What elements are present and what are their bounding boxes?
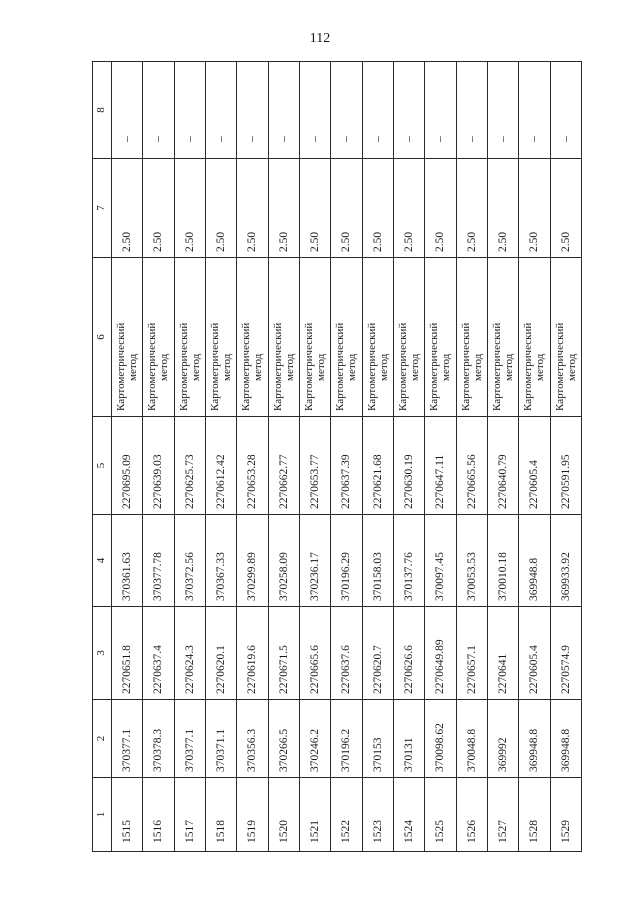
cell-method <box>519 258 550 417</box>
cell-col-2: 370377.1 <box>174 700 205 778</box>
cell-col-4: 370258.09 <box>268 515 299 607</box>
cell-col-5: 2270591.95 <box>550 417 581 515</box>
cell-col-5: 2270653.28 <box>237 417 268 515</box>
method-line-2: метод <box>283 353 296 381</box>
cell-col-5: 2270625.73 <box>174 417 205 515</box>
cell-col-1: 1522 <box>331 778 362 852</box>
cell-col-2: 370048.8 <box>456 700 487 778</box>
method-line-2: метод <box>471 353 484 381</box>
cell-col-4: 370299.89 <box>237 515 268 607</box>
method-line-2: метод <box>565 353 578 381</box>
cell-col-2: 370098.62 <box>425 700 456 778</box>
cell-col-1: 1520 <box>268 778 299 852</box>
method-line-1: Картометрический <box>240 322 253 411</box>
method-line-2: метод <box>377 353 390 381</box>
header-cell-3: 3 <box>93 607 112 700</box>
cell-col-3: 2270641 <box>487 607 518 700</box>
cell-col-7: 2.50 <box>299 159 330 258</box>
cell-col-3: 2270637.6 <box>331 607 362 700</box>
cell-col-1: 1529 <box>550 778 581 852</box>
header-cell-8: 8 <box>93 62 112 159</box>
header-cell-7: 7 <box>93 159 112 258</box>
method-line-1: Картометрический <box>459 322 472 411</box>
cell-col-3: 2270637.4 <box>143 607 174 700</box>
cell-col-8: – <box>143 62 174 159</box>
cell-method <box>456 258 487 417</box>
method-line-1: Картометрический <box>209 322 222 411</box>
method-line-1: Картометрический <box>115 322 128 411</box>
cell-method <box>237 258 268 417</box>
method-line-2: метод <box>409 353 422 381</box>
method-line-2: метод <box>440 353 453 381</box>
cell-col-5: 2270639.03 <box>143 417 174 515</box>
cell-col-3: 2270626.6 <box>393 607 424 700</box>
cell-col-8: – <box>174 62 205 159</box>
cell-col-3: 2270671.5 <box>268 607 299 700</box>
method-line-1: Картометрический <box>428 322 441 411</box>
cell-method <box>393 258 424 417</box>
coordinates-table <box>92 61 582 852</box>
method-line-1: Картометрический <box>522 322 535 411</box>
cell-col-5: 2270640.79 <box>487 417 518 515</box>
cell-col-2: 370153 <box>362 700 393 778</box>
table-row <box>425 62 456 852</box>
table-row <box>487 62 518 852</box>
cell-col-7: 2.50 <box>425 159 456 258</box>
method-line-2: метод <box>158 353 171 381</box>
cell-col-5: 2270653.77 <box>299 417 330 515</box>
cell-col-4: 370097.45 <box>425 515 456 607</box>
cell-col-7: 2.50 <box>112 159 143 258</box>
cell-col-4: 370010.18 <box>487 515 518 607</box>
cell-col-5: 2270662.77 <box>268 417 299 515</box>
cell-col-1: 1527 <box>487 778 518 852</box>
cell-col-7: 2.50 <box>362 159 393 258</box>
table-row <box>143 62 174 852</box>
cell-method <box>205 258 236 417</box>
cell-col-1: 1528 <box>519 778 550 852</box>
cell-col-8: – <box>237 62 268 159</box>
cell-col-2: 369948.8 <box>519 700 550 778</box>
cell-col-1: 1519 <box>237 778 268 852</box>
cell-col-5: 2270621.68 <box>362 417 393 515</box>
method-line-1: Картометрический <box>334 322 347 411</box>
method-line-1: Картометрический <box>146 322 159 411</box>
cell-col-7: 2.50 <box>487 159 518 258</box>
method-line-2: метод <box>189 353 202 381</box>
cell-col-2: 370196.2 <box>331 700 362 778</box>
table-row <box>112 62 143 852</box>
table-row <box>519 62 550 852</box>
header-row <box>93 62 112 852</box>
cell-col-8: – <box>299 62 330 159</box>
cell-col-7: 2.50 <box>519 159 550 258</box>
header-cell-5: 5 <box>93 417 112 515</box>
cell-col-4: 370196.29 <box>331 515 362 607</box>
cell-col-7: 2.50 <box>550 159 581 258</box>
table-row <box>331 62 362 852</box>
table-row <box>299 62 330 852</box>
cell-col-2: 370356.3 <box>237 700 268 778</box>
cell-col-4: 369933.92 <box>550 515 581 607</box>
scan-artifact: · · · <box>174 876 196 885</box>
table-row <box>362 62 393 852</box>
cell-col-8: – <box>331 62 362 159</box>
table-row <box>550 62 581 852</box>
cell-method <box>112 258 143 417</box>
method-line-1: Картометрический <box>177 322 190 411</box>
method-line-2: метод <box>534 353 547 381</box>
method-line-2: метод <box>221 353 234 381</box>
cell-col-2: 370131 <box>393 700 424 778</box>
cell-col-4: 370053.53 <box>456 515 487 607</box>
cell-col-8: – <box>362 62 393 159</box>
cell-col-2: 370377.1 <box>112 700 143 778</box>
cell-col-5: 2270630.19 <box>393 417 424 515</box>
cell-method <box>487 258 518 417</box>
cell-col-4: 370372.56 <box>174 515 205 607</box>
cell-col-4: 370377.78 <box>143 515 174 607</box>
cell-col-3: 2270665.6 <box>299 607 330 700</box>
cell-col-1: 1516 <box>143 778 174 852</box>
cell-col-5: 2270605.4 <box>519 417 550 515</box>
cell-col-8: – <box>456 62 487 159</box>
header-cell-2: 2 <box>93 700 112 778</box>
cell-col-1: 1517 <box>174 778 205 852</box>
cell-col-7: 2.50 <box>205 159 236 258</box>
cell-col-1: 1524 <box>393 778 424 852</box>
cell-col-7: 2.50 <box>174 159 205 258</box>
cell-col-1: 1521 <box>299 778 330 852</box>
header-cell-1: 1 <box>93 778 112 852</box>
cell-col-2: 370371.1 <box>205 700 236 778</box>
cell-method <box>331 258 362 417</box>
method-line-2: метод <box>503 353 516 381</box>
method-line-2: метод <box>315 353 328 381</box>
cell-col-3: 2270605.4 <box>519 607 550 700</box>
cell-col-8: – <box>425 62 456 159</box>
table-row <box>205 62 236 852</box>
cell-col-8: – <box>393 62 424 159</box>
cell-col-1: 1515 <box>112 778 143 852</box>
cell-col-5: 2270695.09 <box>112 417 143 515</box>
cell-col-8: – <box>487 62 518 159</box>
cell-col-1: 1526 <box>456 778 487 852</box>
cell-col-5: 2270612.42 <box>205 417 236 515</box>
method-line-2: метод <box>127 353 140 381</box>
cell-col-4: 370361.63 <box>112 515 143 607</box>
cell-method <box>362 258 393 417</box>
cell-col-3: 2270649.89 <box>425 607 456 700</box>
cell-method <box>143 258 174 417</box>
cell-col-3: 2270574.9 <box>550 607 581 700</box>
cell-col-2: 370266.5 <box>268 700 299 778</box>
cell-col-2: 370246.2 <box>299 700 330 778</box>
cell-col-1: 1523 <box>362 778 393 852</box>
table-container <box>92 62 582 852</box>
header-cell-6: 6 <box>93 258 112 417</box>
cell-col-1: 1518 <box>205 778 236 852</box>
method-line-1: Картометрический <box>553 322 566 411</box>
cell-method <box>268 258 299 417</box>
method-line-2: метод <box>252 353 265 381</box>
method-line-1: Картометрический <box>303 322 316 411</box>
cell-col-3: 2270657.1 <box>456 607 487 700</box>
table-row <box>268 62 299 852</box>
rotated-table-frame <box>92 62 582 852</box>
cell-col-4: 370158.03 <box>362 515 393 607</box>
cell-col-7: 2.50 <box>237 159 268 258</box>
cell-col-8: – <box>519 62 550 159</box>
cell-col-3: 2270620.7 <box>362 607 393 700</box>
cell-col-2: 369948.8 <box>550 700 581 778</box>
cell-col-7: 2.50 <box>268 159 299 258</box>
cell-col-7: 2.50 <box>456 159 487 258</box>
method-line-2: метод <box>346 353 359 381</box>
cell-col-2: 369992 <box>487 700 518 778</box>
table-row <box>174 62 205 852</box>
cell-col-5: 2270647.11 <box>425 417 456 515</box>
cell-col-7: 2.50 <box>331 159 362 258</box>
cell-method <box>425 258 456 417</box>
page-number: 112 <box>309 31 331 46</box>
cell-col-3: 2270620.1 <box>205 607 236 700</box>
cell-col-8: – <box>112 62 143 159</box>
cell-col-2: 370378.3 <box>143 700 174 778</box>
cell-method <box>174 258 205 417</box>
cell-col-8: – <box>268 62 299 159</box>
header-cell-4: 4 <box>93 515 112 607</box>
cell-col-4: 370367.33 <box>205 515 236 607</box>
cell-col-3: 2270619.6 <box>237 607 268 700</box>
cell-method <box>299 258 330 417</box>
cell-col-8: – <box>205 62 236 159</box>
method-line-1: Картометрический <box>397 322 410 411</box>
cell-col-5: 2270665.56 <box>456 417 487 515</box>
cell-col-4: 370137.76 <box>393 515 424 607</box>
cell-col-4: 370236.17 <box>299 515 330 607</box>
table-row <box>237 62 268 852</box>
cell-col-4: 369948.8 <box>519 515 550 607</box>
method-line-1: Картометрический <box>365 322 378 411</box>
cell-col-7: 2.50 <box>393 159 424 258</box>
method-line-1: Картометрический <box>491 322 503 411</box>
method-line-1: Картометрический <box>271 322 284 411</box>
table-row <box>456 62 487 852</box>
cell-col-8: – <box>550 62 581 159</box>
table-row <box>393 62 424 852</box>
cell-col-1: 1525 <box>425 778 456 852</box>
cell-col-7: 2.50 <box>143 159 174 258</box>
cell-col-3: 2270651.8 <box>112 607 143 700</box>
cell-col-3: 2270624.3 <box>174 607 205 700</box>
cell-method <box>550 258 581 417</box>
cell-col-5: 2270637.39 <box>331 417 362 515</box>
